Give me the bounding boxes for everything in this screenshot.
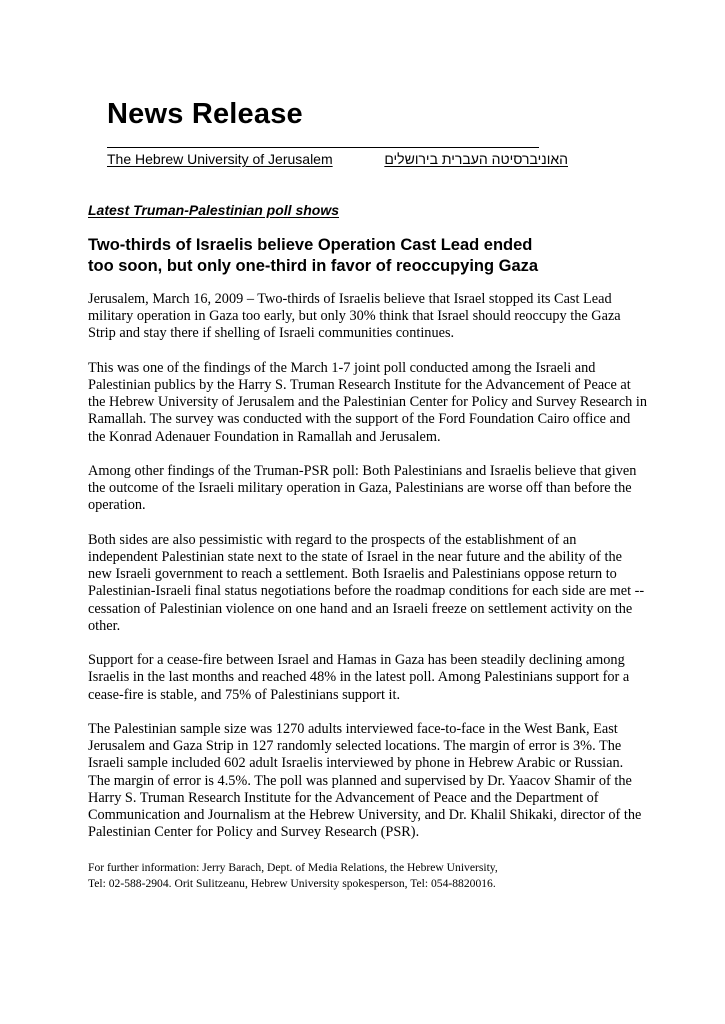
article-body [88, 291, 648, 859]
paragraph-ceasefire: Support for a cease-fire between Israel and Hamas in Gaza has been steadily declining among Israelis in the last months and reached 48% in the latest poll. Among Palestinians support for a cease-fire is stable, and 75% of Palestinians support it. [88, 652, 630, 703]
paragraph-other-findings: Among other findings of the Truman-PSR poll: Both Palestinians and Israelis believe that given the outcome of the Israeli military operation in Gaza, Palestinians are worse off than before the operation. [88, 463, 637, 514]
footer-line-2: Tel: 02-588-2904. Orit Sulitzeanu, Hebrew University spokesperson, Tel: 054-8820016. [88, 877, 496, 890]
paragraph-poll-findings: This was one of the findings of the March 1-7 joint poll conducted among the Israeli and Palestinian publics by the Harry S. Truman Research Institute for the Advancement of Peace at the Hebrew University of Jerusalem and the Palestinian Center for Policy and Survey Research in Ramallah. The survey was conducted with the support of the Ford Foundation Cairo office and the Konrad Adenauer Foundation in Ramallah and Jerusalem. [88, 359, 648, 445]
article-headline [88, 235, 648, 277]
article-kicker: Latest Truman-Palestinian poll shows [88, 202, 340, 218]
footer-line-1: For further information: Jerry Barach, Dept. of Media Relations, the Hebrew University, [88, 861, 498, 874]
headline-line-2: too soon, but only one-third in favor of reoccupying Gaza [88, 257, 539, 275]
affiliation-english: The Hebrew University of Jerusalem [107, 151, 333, 167]
paragraph-dateline: Jerusalem, March 16, 2009 – Two-thirds of Israelis believe that Israel stopped its Cast Lead military operation in Gaza too early, but only 30% think that Israel should reoccupy the Gaza Strip and stay there if shelling of Israeli communities continues. [88, 291, 621, 342]
page-title: News Release [107, 98, 303, 130]
paragraph-pessimism: Both sides are also pessimistic with regard to the prospects of the establishment of an independent Palestinian state next to the state of Israel in the near future and the ability of the new Israeli government to reach a settlement. Both Israelis and Palestinians oppose return to Palestinian-Israeli final status negotiations before the roadmap conditions for each side are met -- cessation of Palestinian violence on one hand and an Israeli freeze on settlement activity on the other. [88, 531, 645, 634]
headline-line-1: Two-thirds of Israelis believe Operation Cast Lead ended [88, 236, 533, 254]
header-divider [107, 147, 539, 148]
paragraph-methodology: The Palestinian sample size was 1270 adults interviewed face-to-face in the West Bank, East Jerusalem and Gaza Strip in 127 randomly selected locations. The margin of error is 3%. The Israeli sample included 602 adult Israelis interviewed by phone in Hebrew Arabic or Russian. The margin of error is 4.5%. The poll was planned and supervised by Dr. Yaacov Shamir of the Harry S. Truman Research Institute for the Advancement of Peace and the Department of Communication and Journalism at the Hebrew University, and Dr. Khalil Shikaki, director of the Palestinian Center for Policy and Survey Research (PSR). [88, 721, 642, 841]
contact-footer [88, 860, 648, 892]
affiliation-hebrew: האוניברסיטה העברית בירושלים [384, 151, 568, 167]
